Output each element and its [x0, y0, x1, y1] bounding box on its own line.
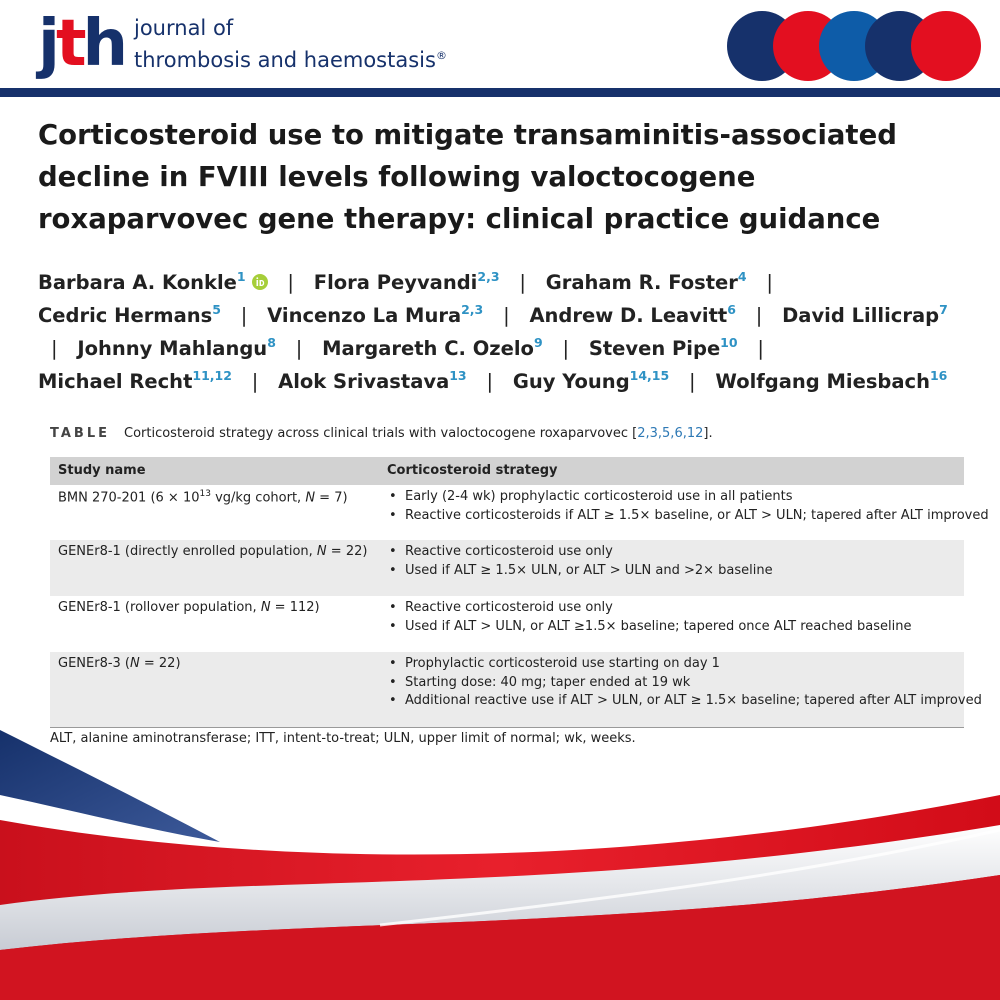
author-affiliation[interactable]: 2,3	[477, 269, 500, 284]
author-name[interactable]: Wolfgang Miesbach$^{16}$	[715, 368, 948, 393]
table-row	[50, 485, 989, 540]
study-name-cell: GENEr8-3 (N = 22)	[58, 656, 181, 671]
strategy-bullet: • Reactive corticosteroids if ALT ≥ 1.5× baseline, or ALT > ULN; tapered after ALT improved	[387, 507, 989, 526]
strategy-bullet: • Starting dose: 40 mg; taper ended at 19 wk	[387, 674, 982, 693]
table-caption: TABLE Corticosteroid strategy across clinical trials with valoctocogene roxaparvovec [2,3,5,6,12].	[50, 426, 713, 441]
author-list	[38, 266, 973, 398]
header-study-name: Study name	[58, 463, 146, 478]
author-separator: |	[295, 337, 303, 360]
table-label: TABLE	[50, 426, 110, 441]
author-separator: |	[503, 304, 510, 327]
author-separator: |	[240, 304, 248, 327]
author-separator: |	[51, 337, 58, 360]
author-affiliation[interactable]: 5	[212, 302, 221, 317]
strategy-bullets	[387, 543, 773, 580]
author-affiliation[interactable]: 6	[727, 302, 736, 317]
study-name-cell: GENEr8-1 (directly enrolled population, N = 22)	[58, 544, 368, 559]
strategy-bullet: • Early (2-4 wk) prophylactic corticosteroid use in all patients	[387, 488, 989, 507]
author-name[interactable]: Guy Young$^{14,15}$	[512, 368, 670, 393]
author-separator: |	[755, 304, 763, 327]
corticosteroid-strategy-table	[50, 457, 989, 728]
decorative-swoosh-icon	[0, 700, 1000, 1000]
study-name-cell: GENEr8-1 (rollover population, N = 112)	[58, 600, 320, 615]
journal-name-line2: thrombosis and haemostasis®	[134, 48, 447, 72]
author-name[interactable]: Andrew D. Leavitt$^6$	[529, 302, 736, 327]
journal-logo[interactable]: jth	[38, 7, 125, 81]
author-name[interactable]: Johnny Mahlangu$^8$	[77, 335, 276, 360]
author-affiliation[interactable]: 14,15	[629, 368, 670, 383]
author-name[interactable]: Margareth C. Ozelo$^9$	[322, 335, 543, 360]
study-name-cell: BMN 270-201 ($6 \times 10^{13}$ vg/kg cohort, N = 7)	[58, 489, 348, 506]
header-strategy: Corticosteroid strategy	[387, 463, 558, 478]
author-affiliation[interactable]: 10	[720, 335, 738, 350]
strategy-bullet: • Used if ALT ≥ 1.5× ULN, or ALT > ULN and >2× baseline	[387, 562, 773, 581]
author-separator: |	[486, 370, 494, 393]
author-separator: |	[287, 271, 294, 294]
strategy-bullet: • Used if ALT > ULN, or ALT ≥1.5× baseline; tapered once ALT reached baseline	[387, 618, 911, 637]
author-name[interactable]: Steven Pipe$^{10}$	[588, 335, 738, 360]
author-separator: |	[757, 337, 764, 360]
caption-references-link[interactable]: 2,3,5,6,12	[637, 426, 704, 441]
author-affiliation[interactable]: 7	[939, 302, 948, 317]
author-separator: |	[689, 370, 696, 393]
author-name[interactable]: Flora Peyvandi$^{2,3}$	[313, 269, 500, 294]
author-affiliation[interactable]: 2,3	[461, 302, 484, 317]
strategy-bullet: • Additional reactive use if ALT > ULN, or ALT ≥ 1.5× baseline; tapered after ALT improved	[387, 692, 982, 711]
author-name[interactable]: Alok Srivastava$^{13}$	[278, 368, 467, 393]
table-header-row	[50, 457, 964, 485]
author-affiliation[interactable]: 16	[929, 368, 948, 383]
strategy-bullets	[387, 488, 989, 525]
strategy-bullets	[387, 599, 911, 636]
strategy-bullet: • Prophylactic corticosteroid use starting on day 1	[387, 655, 982, 674]
swoosh-navy-wedge	[0, 730, 220, 842]
author-name[interactable]: Graham R. Foster$^4$	[545, 269, 747, 294]
author-name[interactable]: Michael Recht$^{11,12}$	[38, 368, 232, 393]
registered-mark: ®	[435, 49, 447, 62]
author-affiliation[interactable]: 4	[737, 269, 747, 284]
author-separator: |	[251, 370, 259, 393]
author-affiliation[interactable]: 1	[236, 269, 246, 284]
table-row	[50, 540, 964, 596]
header-divider-bar	[0, 88, 1000, 97]
table-footnote: ALT, alanine aminotransferase; ITT, intent-to-treat; ULN, upper limit of normal; wk, weeks.	[50, 731, 636, 746]
author-affiliation[interactable]: 9	[533, 335, 543, 350]
author-name[interactable]: Cedric Hermans$^5$	[38, 302, 221, 327]
journal-name-line1: journal of	[134, 16, 234, 40]
author-separator: |	[766, 271, 773, 294]
decorative-circles-icon	[726, 10, 986, 82]
author-name[interactable]: Vincenzo La Mura$^{2,3}$	[267, 302, 484, 327]
author-affiliation[interactable]: 13	[449, 368, 467, 383]
article-title: Corticosteroid use to mitigate transaminitis-associated decline in FVIII levels following valoctocogene roxaparvovec gene therapy: clinical practice guidance	[38, 119, 897, 235]
journal-header	[0, 0, 1000, 88]
journal-name	[134, 14, 447, 74]
author-affiliation[interactable]: 11,12	[192, 368, 232, 383]
table-row	[50, 596, 964, 652]
author-name[interactable]: David Lillicrap$^7$	[782, 302, 948, 327]
circle-red-2	[911, 11, 981, 81]
author-affiliation[interactable]: 8	[267, 335, 276, 350]
orcid-icon[interactable]	[252, 274, 268, 290]
author-name[interactable]: Barbara A. Konkle$^1$	[38, 271, 268, 294]
strategy-bullet: • Reactive corticosteroid use only	[387, 599, 911, 618]
strategy-bullet: • Reactive corticosteroid use only	[387, 543, 773, 562]
author-separator: |	[562, 337, 570, 360]
author-separator: |	[519, 271, 526, 294]
